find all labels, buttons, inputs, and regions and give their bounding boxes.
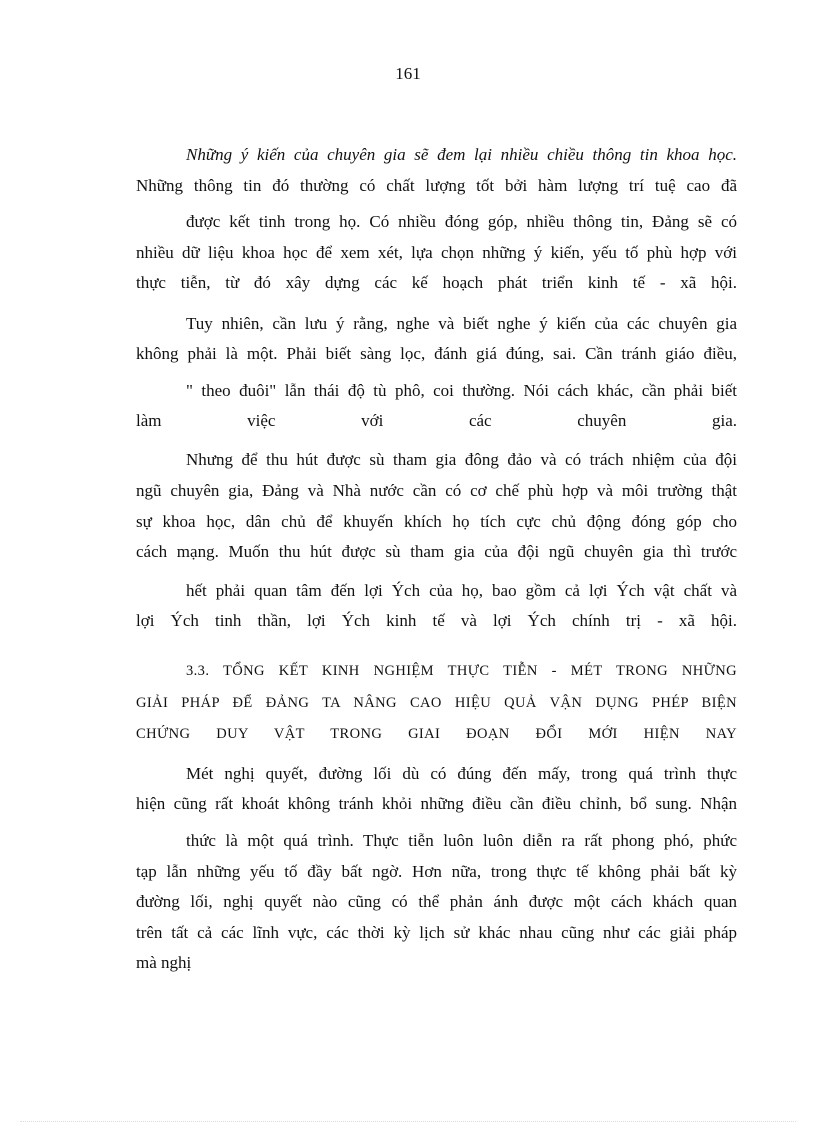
text-line: không phải là một. Phải biết sàng lọc, đánh giá đúng, sai. Cần tránh giáo điều, <box>136 344 737 363</box>
text-line: trên tất cả các lĩnh vực, các thời kỳ lịch sử khác nhau cũng như các giải pháp <box>136 923 737 942</box>
section-heading-line: CHỨNG DUY VẬT TRONG GIAI ĐOẠN ĐỔI MỚI HIỆN NAY <box>136 726 737 742</box>
page-bottom-rule <box>20 1121 796 1122</box>
section-heading-line: GIẢI PHÁP ĐỂ ĐẢNG TA NÂNG CAO HIỆU QUẢ VẬN DỤNG PHÉP BIỆN <box>136 695 737 711</box>
text-line: Tuy nhiên, cần lưu ý rằng, nghe và biết nghe ý kiến của các chuyên gia <box>186 314 737 333</box>
text-line: cách mạng. Muốn thu hút được sù tham gia của đội ngũ chuyên gia thì trước <box>136 542 737 561</box>
text-line: Những thông tin đó thường có chất lượng tốt bởi hàm lượng trí tuệ cao đã <box>136 176 737 195</box>
text-line: " theo đuôi" lẫn thái độ tù phô, coi thường. Nói cách khác, cần phải biết <box>186 381 737 400</box>
text-line: thức là một quá trình. Thực tiễn luôn luôn diễn ra rất phong phó, phức <box>186 831 737 850</box>
text-line: Những ý kiến của chuyên gia sẽ đem lại nhiều chiều thông tin khoa học. <box>186 145 737 164</box>
text-line: đường lối, nghị quyết nào cũng có thể phản ánh được một cách khách quan <box>136 892 737 911</box>
text-line: lợi Ých tinh thần, lợi Ých kinh tế và lợi Ých chính trị - xã hội. <box>136 611 737 630</box>
text-line: mà nghị <box>136 953 192 972</box>
page-number: 161 <box>395 64 421 83</box>
text-line: thực tiễn, từ đó xây dựng các kế hoạch phát triển kinh tế - xã hội. <box>136 273 737 292</box>
text-line: ngũ chuyên gia, Đảng và Nhà nước cần có cơ chế phù hợp và môi trường thật <box>136 481 737 500</box>
section-heading-line: 3.3. TỔNG KẾT KINH NGHIỆM THỰC TIỄN - MÉT TRONG NHỮNG <box>186 663 737 679</box>
text-line: Mét nghị quyết, đường lối dù có đúng đến mấy, trong quá trình thực <box>186 764 737 783</box>
text-line: hết phải quan tâm đến lợi Ých của họ, bao gồm cả lợi Ých vật chất và <box>186 581 737 600</box>
text-line: làm việc với các chuyên gia. <box>136 411 737 430</box>
text-line: Nhưng để thu hút được sù tham gia đông đảo và có trách nhiệm của đội <box>186 450 737 469</box>
text-line: sự khoa học, dân chủ để khuyến khích họ tích cực chủ động đóng góp cho <box>136 512 737 531</box>
text-line: tạp lẫn những yếu tố đầy bất ngờ. Hơn nữa, trong thực tế không phải bất kỳ <box>136 862 737 881</box>
text-line: hiện cũng rất khoát không tránh khỏi những điều cần điều chỉnh, bổ sung. Nhận <box>136 794 737 813</box>
text-line: được kết tinh trong họ. Có nhiều đóng góp, nhiều thông tin, Đảng sẽ có <box>186 212 737 231</box>
text-line: nhiều dữ liệu khoa học để xem xét, lựa chọn những ý kiến, yếu tố phù hợp với <box>136 243 737 262</box>
